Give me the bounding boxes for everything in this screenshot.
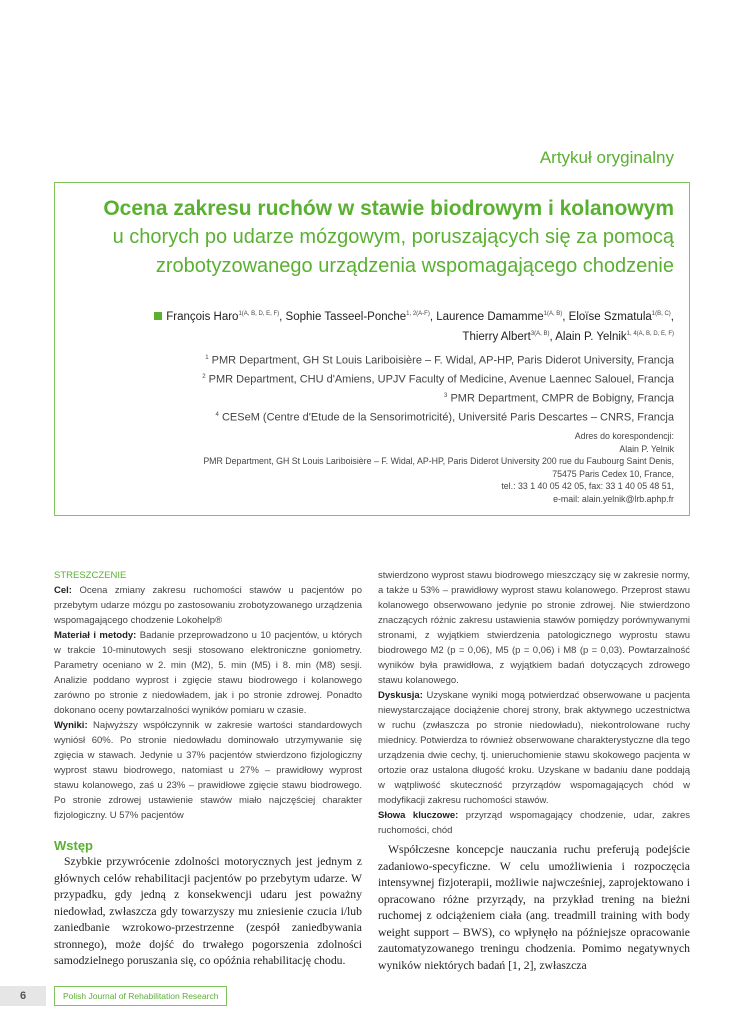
body-column-2 bbox=[378, 842, 690, 974]
affiliation-item bbox=[114, 388, 674, 407]
cel-text: Ocena zmiany zakresu ruchomości stawów u pacjentów po przebytym udarze mózgu po zastosowaniu zrobotyzowanego urządzenia wspomagającego chodzenie Lokohelp® bbox=[54, 585, 363, 626]
journal-name: Polish Journal of Rehabilitation Research bbox=[54, 986, 227, 1006]
author-name: Eloïse Szmatula bbox=[568, 310, 652, 323]
article-title bbox=[74, 194, 674, 281]
section-label: Artykuł oryginalny bbox=[539, 148, 674, 167]
dyskusja-label: Dyskusja: bbox=[378, 690, 423, 701]
wyniki-label: Wyniki: bbox=[54, 720, 88, 731]
section-heading-wstep: Wstęp bbox=[54, 838, 93, 853]
dyskusja-text: Uzyskane wyniki mogą potwierdzać obserwowane u pacjenta niewystarczające dociążenie chorej strony, brak aktywnego uczestnictwa w ruchu (zwłaszcza po stronie niedowładu), niekontrolowane ruchy miednicy. Potwierdza to również obserwowane charakterystyczne dla tego urządzenia dwie cechy, tj. unieruchomienie stawu skokowego pacjenta w ortozie oraz ustalona długość kroku. Uzyskane w badaniu dane poddają w wątpliwość skuteczność przyrządów wspomagających chód w modyfikacji zakresu ruchomości stawów. bbox=[378, 690, 690, 806]
body-paragraph: Szybkie przywrócenie zdolności motorycznych jest jednym z głównych celów rehabilitacji pacjentów po przebytym udarze. W przypadku, gdy jedną z konsekwencji udaru jest poważny niedowład, zwłaszcza gdy towarzyszy mu zniesienie czucia i/lub zaniedbanie wzrokowo-przestrzenne (zespół zaniedbywania stronnego), może dojść do trwałego pogorszenia zdolności samodzielnego poruszania się, co opóźnia rehabilitację chodu. bbox=[54, 855, 362, 967]
abstract-material bbox=[54, 628, 362, 718]
abstract-heading: STRESZCZENIE bbox=[54, 570, 127, 581]
affiliation-text: PMR Department, CMPR de Bobigny, Francja bbox=[450, 392, 674, 405]
author-sup: 1(A, B) bbox=[543, 311, 563, 317]
author-name: Thierry Albert bbox=[462, 330, 531, 343]
title-line-2: u chorych po udarze mózgowym, poruszających się za pomocą bbox=[112, 226, 674, 248]
keywords-label: Słowa kluczowe: bbox=[378, 810, 459, 821]
author-name: François Haro bbox=[166, 310, 239, 323]
correspondence-line: Adres do korespondencji: bbox=[574, 431, 674, 441]
affiliation-num: 4 bbox=[215, 412, 219, 419]
title-line-1: Ocena zakresu ruchów w stawie biodrowym i kolanowym bbox=[103, 197, 674, 220]
affiliation-item bbox=[114, 350, 674, 369]
abstract-wyniki-continued bbox=[378, 568, 690, 688]
keywords-text: przyrząd wspomagający chodzenie, udar, zakres ruchomości, chód bbox=[378, 810, 690, 836]
affiliation-text: CESeM (Centre d'Etude de la Sensorimotricité), Université Paris Descartes – CNRS, Francja bbox=[221, 412, 674, 425]
title-line-3: zrobotyzowanego urządzenia wspomagającego chodzenie bbox=[155, 255, 674, 277]
correspondence-line: tel.: 33 1 40 05 42 05, fax: 33 1 40 05 48 51, bbox=[501, 481, 674, 492]
affiliation-text: PMR Department, GH St Louis Lariboisière – F. Widal, AP-HP, Paris Diderot University, Francja bbox=[211, 354, 674, 367]
bullet-square-icon bbox=[154, 312, 162, 320]
author-name: Alain P. Yelnik bbox=[555, 330, 627, 343]
author-sup: 1(B, C) bbox=[651, 311, 671, 317]
body-column-1 bbox=[54, 838, 362, 970]
correspondence bbox=[114, 430, 674, 506]
affiliation-item bbox=[114, 369, 674, 388]
correspondence-line: PMR Department, GH St Louis Lariboisière – F. Widal, AP-HP, Paris Diderot University 200 rue du Faubourg Saint Denis, bbox=[203, 456, 674, 467]
authors: François Haro$^{1(A, B, D, E, F)}$, Sophie Tasseel-Ponche$^{1, 2(A-F)}$, Laurence Damamme$^{1(A, B)}$, Eloïse Szmatula$^{1(B, C)}$, Thierry Albert$^{3(A, B)}$, Alain P. Yelnik$^{1, 4(A, B, D, E, F)}$ bbox=[114, 306, 674, 346]
abstract-column-2 bbox=[378, 568, 690, 838]
material-label: Materiał i metody: bbox=[54, 630, 137, 641]
correspondence-line: 75475 Paris Cedex 10, France, bbox=[552, 468, 674, 479]
author-sup: 1, 4(A, B, D, E, F) bbox=[626, 330, 674, 337]
author-sup: 1, 2(A-F) bbox=[406, 311, 430, 317]
wyniki-text-part2: stwierdzono wyprost stawu biodrowego mieszczący się w zakresie normy, a także u 53% – prawidłowy wyprost stawu kolanowego. Przeprost stawu kolanowego obserwowano jedynie po stronie zdrowej. Nie stwierdzono znaczących różnic zakresu ustawienia stawów pomiędzy porównywanymi stronami, z wyjątkiem stwierdzenia patologicznego wyprostu stawu biodrowego M2 (p = 0,06), M5 (p = 0,06) i M8 (p = 0,03). Powtarzalność wyników była prawidłowa, z wyjątkiem badań dotyczących zdrowego stawu kolanowego. bbox=[378, 570, 690, 686]
correspondence-line: Alain P. Yelnik bbox=[619, 443, 674, 454]
affiliation-text: PMR Department, CHU d'Amiens, UPJV Faculty of Medicine, Avenue Laennec Salouel, Francja bbox=[208, 373, 674, 386]
author-name: Laurence Damamme bbox=[436, 310, 544, 323]
wyniki-text-part1: Najwyższy współczynnik w zakresie wartości standardowych wyniósł 60%. Po stronie niedowładu dominowało utrzymywanie się zgięcia w stawach. Jedynie u 37% pacjentów stwierdzono fizjologiczny wyprost stawu biodrowego, natomiast u 27% – prawidłowy wyprost stawu kolanowego, zaś u 23% – prawidłowe zgięcie stawu biodrowego. Po stronie zdrowej ustawienie stawów miało najczęściej charakter fizjologiczny. U 57% pacjentów bbox=[54, 720, 362, 821]
affiliation-item bbox=[114, 407, 674, 426]
abstract-keywords bbox=[378, 808, 690, 838]
correspondence-email[interactable]: e-mail: alain.yelnik@lrb.aphp.fr bbox=[553, 493, 674, 504]
abstract-cel bbox=[54, 583, 362, 628]
cel-label: Cel: bbox=[54, 585, 72, 596]
material-text: Badanie przeprowadzono u 10 pacjentów, u których w trakcie 10-minutowych sesji stosowano elektroniczne goniometry. Parametry oceniano w 2. min (M2), 5. min (M5) i 8. min (M8) sesji. Analizie poddano wyprost i zgięcie stawu biodrowego i kolanowego zarówno po stronie z niedowładem, jak i po stronie zdrowej. Ponadto dokonano oceny powtarzalności wyników pomiaru w czasie. bbox=[54, 630, 362, 716]
page-number: 6 bbox=[0, 986, 46, 1006]
affiliation-num: 1 bbox=[205, 355, 209, 361]
affiliation-num: 2 bbox=[202, 374, 206, 381]
author-sup: 1(A, B, D, E, F) bbox=[238, 311, 280, 317]
body-paragraph: Współczesne koncepcje nauczania ruchu preferują podejście zadaniowo-specyficzne. W celu umożliwienia i rozpoczęcia intensywnej fizjoterapii, możliwie najwcześniej, zaprojektowano i opracowano różne przyrządy, na przykład trening na bieżni ruchomej z odciążeniem ciała (ang. treadmill training with body weight support – BWS), co wpłynęło na późniejsze opracowanie zautomatyzowanego treningu chodzenia. Pomimo negatywnych wyników niektórych badań [1, 2], zwłaszcza bbox=[378, 843, 690, 972]
abstract-wyniki bbox=[54, 718, 362, 836]
author-name: Sophie Tasseel-Ponche bbox=[285, 310, 407, 323]
author-sup: 3(A, B) bbox=[530, 330, 550, 337]
affiliation-num: 3 bbox=[444, 393, 448, 400]
abstract-dyskusja bbox=[378, 688, 690, 808]
abstract-column-1 bbox=[54, 568, 362, 836]
affiliations bbox=[114, 350, 674, 427]
